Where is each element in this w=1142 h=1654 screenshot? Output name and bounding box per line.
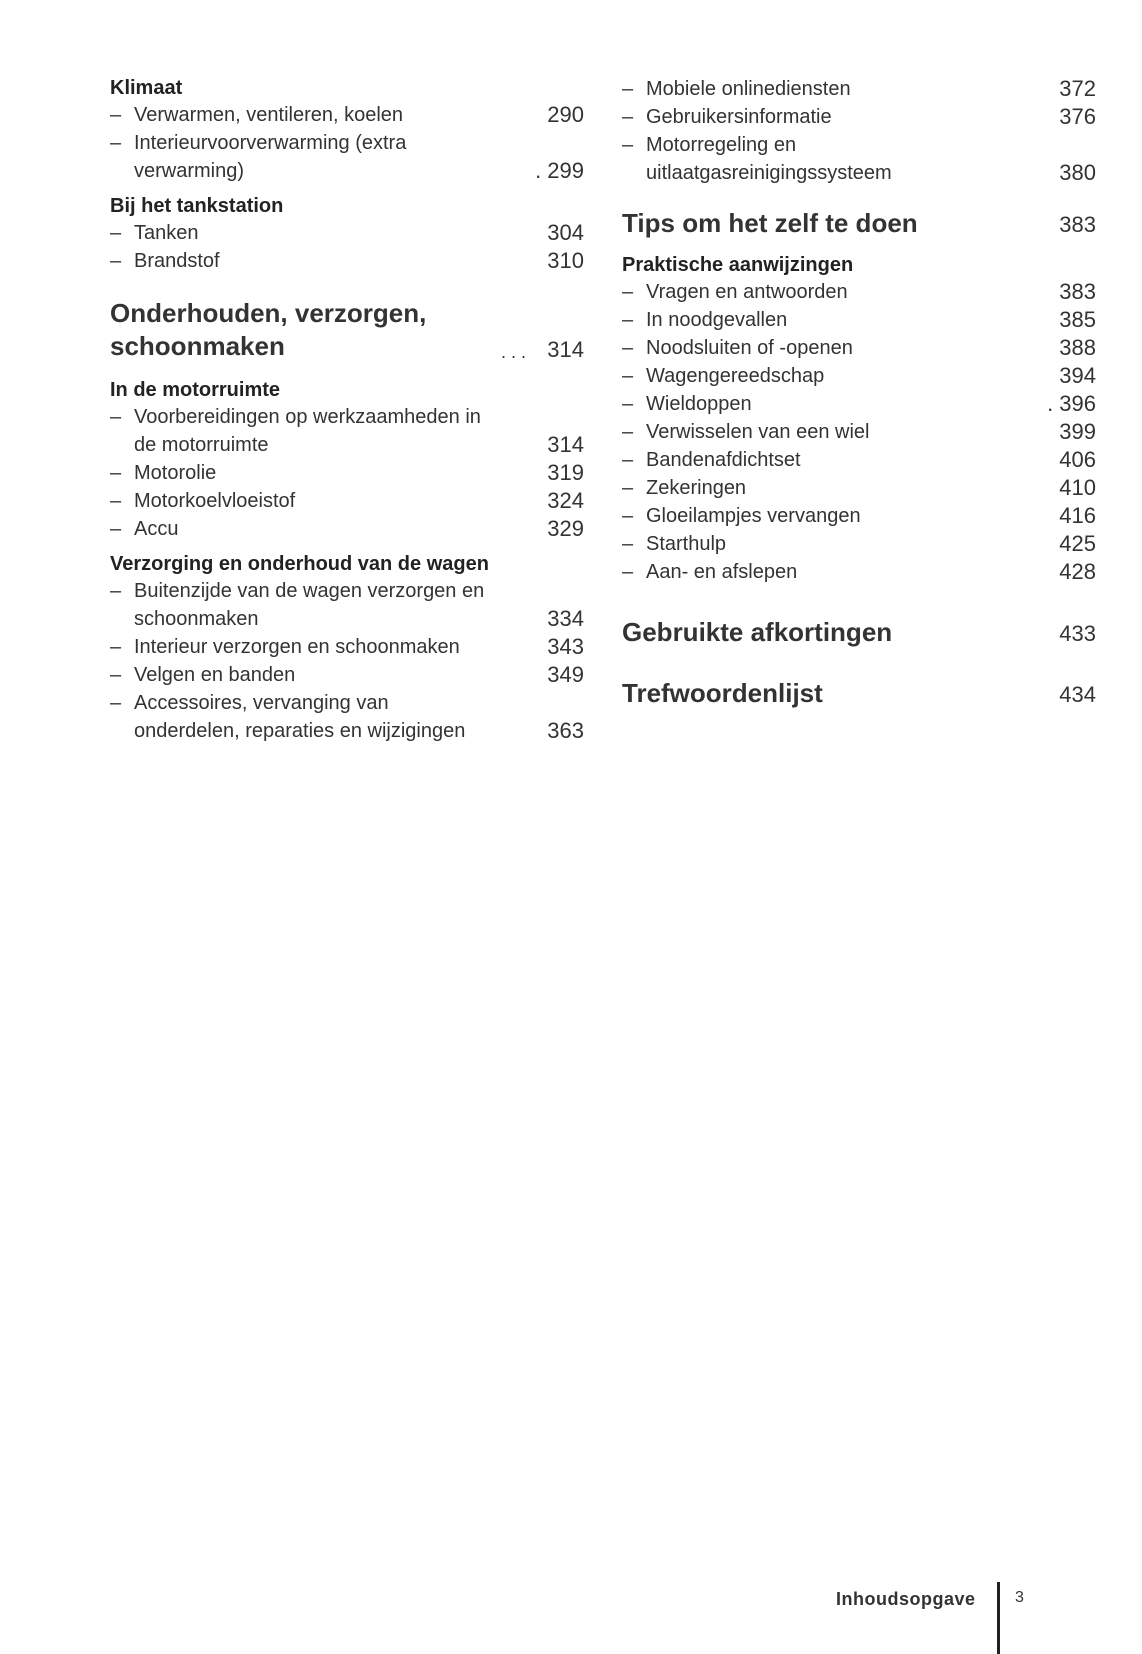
toc-left-column xyxy=(110,75,584,745)
entry-page: 394 xyxy=(1059,363,1096,388)
chapter-page: 433 xyxy=(1059,621,1096,646)
toc-entry[interactable]: – Wieldoppen . 396 xyxy=(622,391,1096,416)
toc-entry[interactable]: – Buitenzijde van de wagen verzorgen en schoonmaken 334 xyxy=(110,580,584,631)
footer-section-title: Inhoudsopgave xyxy=(836,1589,976,1609)
entry-page: 290 xyxy=(547,102,584,127)
toc-entry[interactable]: – Noodsluiten of -openen 388 xyxy=(622,335,1096,360)
entry-label: Vragen en antwoorden xyxy=(646,281,848,303)
section-continued xyxy=(622,75,1096,187)
entry-label: Voorbereidingen op werkzaamheden in xyxy=(134,406,481,428)
section-title: In de motorruimte xyxy=(110,379,281,401)
entry-label: schoonmaken xyxy=(134,608,259,630)
entry-label: In noodgevallen xyxy=(646,309,788,331)
toc-entry[interactable]: – Verwarmen, ventileren, koelen 290 xyxy=(110,102,584,127)
entry-label: de motorruimte xyxy=(134,434,269,456)
toc-entry[interactable]: – Wagengereedschap 394 xyxy=(622,363,1096,388)
toc-entry[interactable]: – Accessoires, vervanging van onderdelen, reparaties en wijzigingen 363 xyxy=(110,692,584,743)
section-title: Praktische aanwijzingen xyxy=(622,254,854,276)
section-motorruimte xyxy=(110,377,584,543)
chapter-title: Tips om het zelf te doen xyxy=(622,208,918,238)
entry-page: 410 xyxy=(1059,475,1096,500)
entry-page: 334 xyxy=(547,606,584,631)
entry-label: uitlaatgasreinigingssysteem xyxy=(646,162,892,184)
entry-label: Motorkoelvloeistof xyxy=(134,490,296,512)
toc-entry[interactable]: – Brandstof 310 xyxy=(110,248,584,273)
entry-page: 324 xyxy=(547,488,584,513)
entry-page: 349 xyxy=(547,662,584,687)
entry-page: 385 xyxy=(1059,307,1096,332)
entry-label: Brandstof xyxy=(134,250,220,272)
chapter-title: Trefwoordenlijst xyxy=(622,678,823,708)
toc-entry[interactable]: – Interieur verzorgen en schoonmaken 343 xyxy=(110,634,584,659)
entry-page: 304 xyxy=(547,220,584,245)
section-title: Verzorging en onderhoud van de wagen xyxy=(110,553,489,575)
chapter-page: 314 xyxy=(547,337,584,362)
entry-label: Bandenafdichtset xyxy=(646,449,801,471)
toc-entry[interactable]: – Aan- en afslepen 428 xyxy=(622,559,1096,584)
toc-entry[interactable]: – Motorregeling en uitlaatgasreinigingssysteem 380 xyxy=(622,134,1096,185)
toc-entry[interactable]: – Accu 329 xyxy=(110,516,584,541)
entry-label: Wagengereedschap xyxy=(646,365,825,387)
entry-page: 425 xyxy=(1059,531,1096,556)
entry-page: . 396 xyxy=(1047,391,1096,416)
entry-page: 416 xyxy=(1059,503,1096,528)
entry-page: 363 xyxy=(547,718,584,743)
entry-page: . 299 xyxy=(535,158,584,183)
chapter-page: 434 xyxy=(1059,682,1096,707)
entry-page: 383 xyxy=(1059,279,1096,304)
entry-label: Tanken xyxy=(134,222,199,244)
entry-label: Accessoires, vervanging van xyxy=(134,692,389,714)
toc-entry[interactable]: – Vragen en antwoorden 383 xyxy=(622,279,1096,304)
section-praktische xyxy=(622,252,1096,586)
toc-entry[interactable]: – Voorbereidingen op werkzaamheden in de motorruimte 314 xyxy=(110,406,584,457)
entry-page: 388 xyxy=(1059,335,1096,360)
section-verzorging xyxy=(110,551,584,745)
section-title: Bij het tankstation xyxy=(110,195,284,217)
entry-page: 380 xyxy=(1059,160,1096,185)
entry-label: Zekeringen xyxy=(646,477,747,499)
entry-page: 376 xyxy=(1059,104,1096,129)
toc-entry[interactable]: – Velgen en banden 349 xyxy=(110,662,584,687)
footer-page-number: 3 xyxy=(1015,1589,1024,1606)
entry-label: Gloeilampjes vervangen xyxy=(646,505,861,527)
entry-label: Verwarmen, ventileren, koelen xyxy=(134,104,404,126)
toc-entry[interactable]: – Starthulp 425 xyxy=(622,531,1096,556)
chapter-title: Gebruikte afkortingen xyxy=(622,617,893,647)
section-title: Klimaat xyxy=(110,77,183,99)
entry-page: 329 xyxy=(547,516,584,541)
entry-page: 319 xyxy=(547,460,584,485)
chapter-trefwoorden[interactable] xyxy=(622,677,1096,710)
entry-label: Velgen en banden xyxy=(134,664,296,686)
entry-page: 314 xyxy=(547,432,584,457)
entry-label: Motorregeling en xyxy=(646,134,797,156)
entry-page: 372 xyxy=(1059,76,1096,101)
toc-entry[interactable]: – Verwisselen van een wiel 399 xyxy=(622,419,1096,444)
entry-label: Accu xyxy=(134,518,179,540)
toc-entry[interactable]: – Gebruikersinformatie 376 xyxy=(622,104,1096,129)
entry-label: Mobiele onlinediensten xyxy=(646,78,851,100)
toc-entry[interactable]: – Interieurvoorverwarming (extra verwarming) . 299 xyxy=(110,132,584,183)
toc-entry[interactable]: – Zekeringen 410 xyxy=(622,475,1096,500)
chapter-title: Onderhouden, verzorgen, xyxy=(110,298,427,328)
chapter-onderhouden[interactable] xyxy=(110,297,584,363)
toc-entry[interactable]: – Motorkoelvloeistof 324 xyxy=(110,488,584,513)
entry-label: Verwisselen van een wiel xyxy=(646,421,870,443)
entry-label: Buitenzijde van de wagen verzorgen en xyxy=(134,580,485,602)
entry-page: 428 xyxy=(1059,559,1096,584)
entry-page: 343 xyxy=(547,634,584,659)
chapter-title: schoonmaken xyxy=(110,331,285,361)
entry-label: Interieur verzorgen en schoonmaken xyxy=(134,636,460,658)
toc-right-column xyxy=(622,75,1096,710)
dot-leader: . . . xyxy=(500,342,526,362)
chapter-afkortingen[interactable] xyxy=(622,616,1096,649)
toc-entry[interactable]: – Tanken 304 xyxy=(110,220,584,245)
toc-entry[interactable]: – In noodgevallen 385 xyxy=(622,307,1096,332)
entry-label: Wieldoppen xyxy=(646,393,752,415)
entry-page: 406 xyxy=(1059,447,1096,472)
entry-label: Gebruikersinformatie xyxy=(646,106,832,128)
footer-divider xyxy=(997,1582,1000,1654)
section-tankstation xyxy=(110,193,584,275)
toc-entry[interactable]: – Mobiele onlinediensten 372 xyxy=(622,76,1096,101)
entry-page: 310 xyxy=(547,248,584,273)
toc-entry[interactable]: – Bandenafdichtset 406 xyxy=(622,447,1096,472)
toc-entry[interactable]: – Gloeilampjes vervangen 416 xyxy=(622,503,1096,528)
entry-page: 399 xyxy=(1059,419,1096,444)
entry-label: Starthulp xyxy=(646,533,727,555)
section-klimaat xyxy=(110,75,584,185)
entry-label: Interieurvoorverwarming (extra xyxy=(134,132,407,154)
entry-label: Aan- en afslepen xyxy=(646,561,798,583)
entry-label: Motorolie xyxy=(134,462,217,484)
chapter-page: 383 xyxy=(1059,212,1096,237)
entry-label: verwarming) xyxy=(134,160,245,182)
entry-label: Noodsluiten of -openen xyxy=(646,337,853,359)
chapter-tips[interactable] xyxy=(622,207,1096,240)
toc-entry[interactable]: – Motorolie 319 xyxy=(110,460,584,485)
entry-label: onderdelen, reparaties en wijzigingen xyxy=(134,720,466,742)
